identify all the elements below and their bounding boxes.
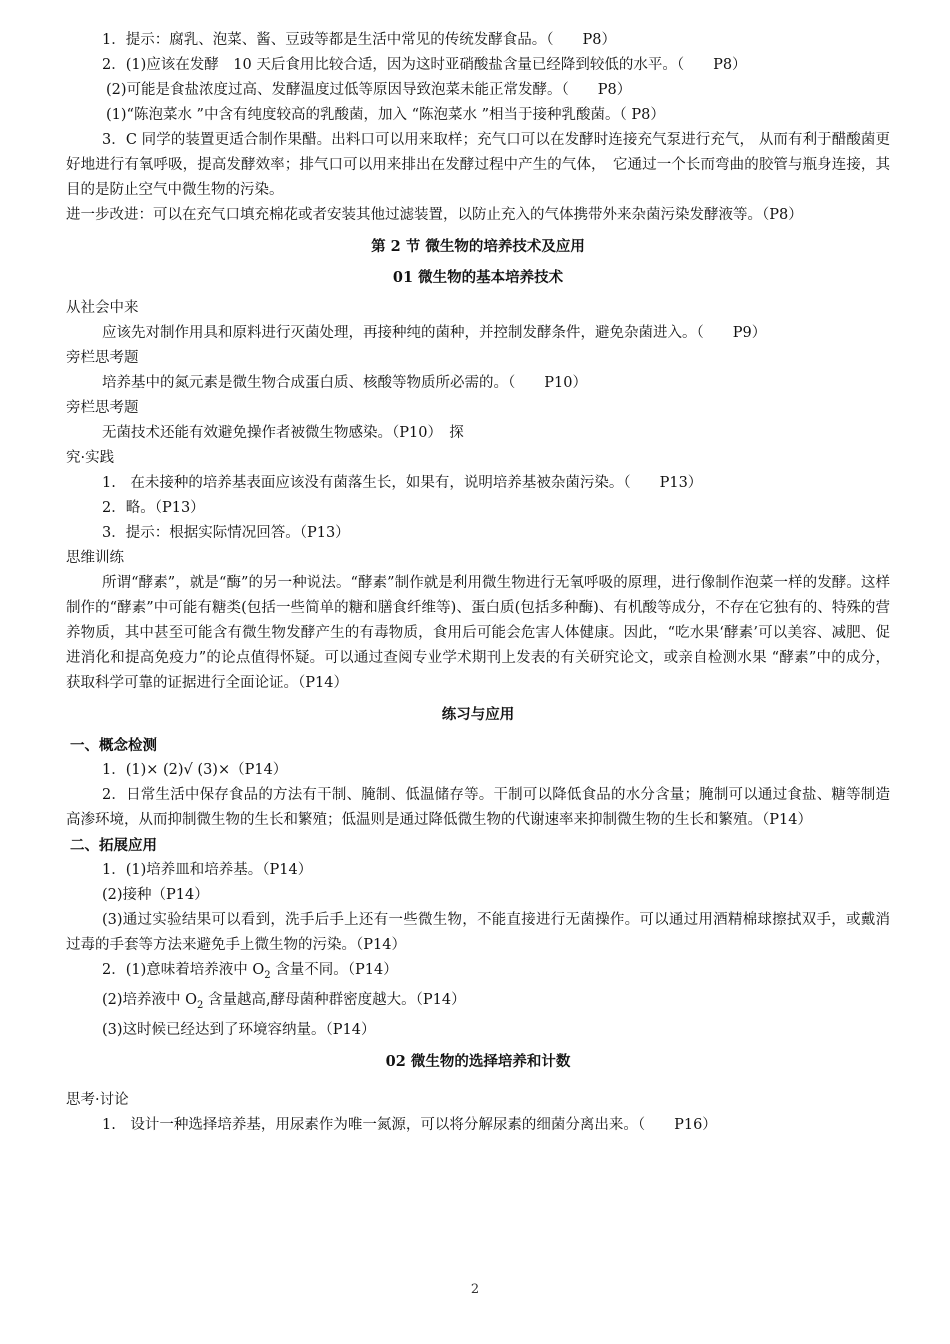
answer-paragraph: 3．C 同学的装置更适合制作果醋。出料口可以用来取样；充气口可以在发酵时连接充气泵进行充气， 从而有利于醋酸菌更好地进行有氧呼吸，提高发酵效率；排气口可以用来排出在发酵过程中产生的气体， 它通过一个长而弯曲的胶管与瓶身连接，其目的是防止空气中微生物的污染。 [66,132,890,198]
column-label: 旁栏思考题 [66,350,139,366]
answer-line [66,988,890,1018]
answer-line: (1)“陈泡菜水 ”中含有纯度较高的乳酸菌，加入 “陈泡菜水 ”相当于接种乳酸菌。（ P8） [106,107,665,123]
answer-line: (3)这时候已经达到了环境容纳量。（P14） [102,1021,376,1038]
text-fragment: 2．(1)意味着培养液中 [102,962,253,978]
answer-line: 应该先对制作用具和原料进行灭菌处理，再接种纯的菌种，并控制发酵条件，避免杂菌进入。（ P9） [102,325,767,341]
answer-line: 1. 在未接种的培养基表面应该没有菌落生长，如果有，说明培养基被杂菌污染。（ P13） [102,475,703,491]
column-label: 从社会中来 [66,300,139,316]
oxygen-formula: $O_2$ [185,991,204,1011]
answer-line: 1．(1)培养皿和培养基。（P14） [102,862,313,878]
column-label: 旁栏思考题 [66,400,139,416]
column-label: 思考·讨论 [66,1091,129,1108]
section-heading: 一、概念检测 [70,737,157,754]
answer-line: 2．略。（P13） [102,500,205,516]
answer-line: 1. 设计一种选择培养基，用尿素作为唯一氮源，可以将分解尿素的细菌分离出来。（ P16） [102,1116,717,1133]
answer-line: 3．提示：根据实际情况回答。（P13） [102,525,350,541]
subsection-title: 01 微生物的基本培养技术 [392,269,564,286]
column-label: 思维训练 [66,550,124,566]
section-title: 第 2 节 微生物的培养技术及应用 [371,238,585,255]
oxygen-formula: $O_2$ [252,962,271,981]
section-heading: 二、拓展应用 [70,837,157,854]
answer-paragraph: 所谓“酵素”，就是“酶”的另一种说法。“酵素”制作就是利用微生物进行无氧呼吸的原理，进行像制作泡菜一样的发酵。这样制作的“酵素”中可能有糖类(包括一些简单的糖和膳食纤维等)、蛋白质(包括多种酶)、有机酸等成分，不存在它独有的、特殊的营养物质，其中甚至可能含有微生物发酵产生的有毒物质，食用后可能会危害人体健康。因此，“吃水果‘酵素’可以美容、减肥、促进消化和提高免疫力”的论点值得怀疑。可以通过查阅专业学术期刊上发表的有关研究论文，或亲自检测水果 “酵素”中的成分，获取科学可靠的证据进行全面论证。（P14） [66,575,890,691]
document-page [66,28,890,1138]
answer-line: 培养基中的氮元素是微生物合成蛋白质、核酸等物质所必需的。（ P10） [102,375,587,391]
answer-line: 2．(1)应该在发酵 10 天后食用比较合适，因为这时亚硝酸盐含量已经降到较低的水平。（ P8） [102,57,747,73]
improvement-text: 进一步改进：可以在充气口填充棉花或者安装其他过滤装置，以防止充入的气体携带外来杂菌污染发酵液等。（P8） [66,207,803,223]
column-label: 究·实践 [66,450,115,466]
text-fragment: 含量越高,酵母菌种群密度越大。（P14） [203,991,466,1008]
text-fragment: (2)培养液中 [102,991,186,1008]
answer-line: (2)可能是食盐浓度过高、发酵温度过低等原因导致泡菜未能正常发酵。（ P8） [106,82,632,98]
text-fragment: 含量不同。（P14） [270,962,398,978]
answer-line: (2)接种（P14） [102,887,209,903]
answer-line: 1．提示：腐乳、泡菜、酱、豆豉等都是生活中常见的传统发酵食品。（ P8） [102,32,616,48]
answer-line: 1．(1)× (2)√ (3)×（P14） [102,762,288,778]
subsection-title: 02 微生物的选择培养和计数 [385,1052,571,1070]
practice-title: 练习与应用 [441,706,515,723]
answer-paragraph: (3)通过实验结果可以看到，洗手后手上还有一些微生物，不能直接进行无菌操作。可以通过用酒精棉球擦拭双手，或戴消过毒的手套等方法来避免手上微生物的污染。（P14） [66,912,890,953]
answer-line [66,958,890,988]
page-number: 2 [470,1282,480,1297]
answer-line: 无菌技术还能有效避免操作者被微生物感染。（P10） 探 [102,425,464,441]
answer-paragraph: 2．日常生活中保存食品的方法有干制、腌制、低温储存等。干制可以降低食品的水分含量；腌制可以通过食盐、糖等制造高渗环境，从而抑制微生物的生长和繁殖；低温则是通过降低微生物的代谢速率来抑制微生物的生长和繁殖。（P14） [66,787,890,828]
